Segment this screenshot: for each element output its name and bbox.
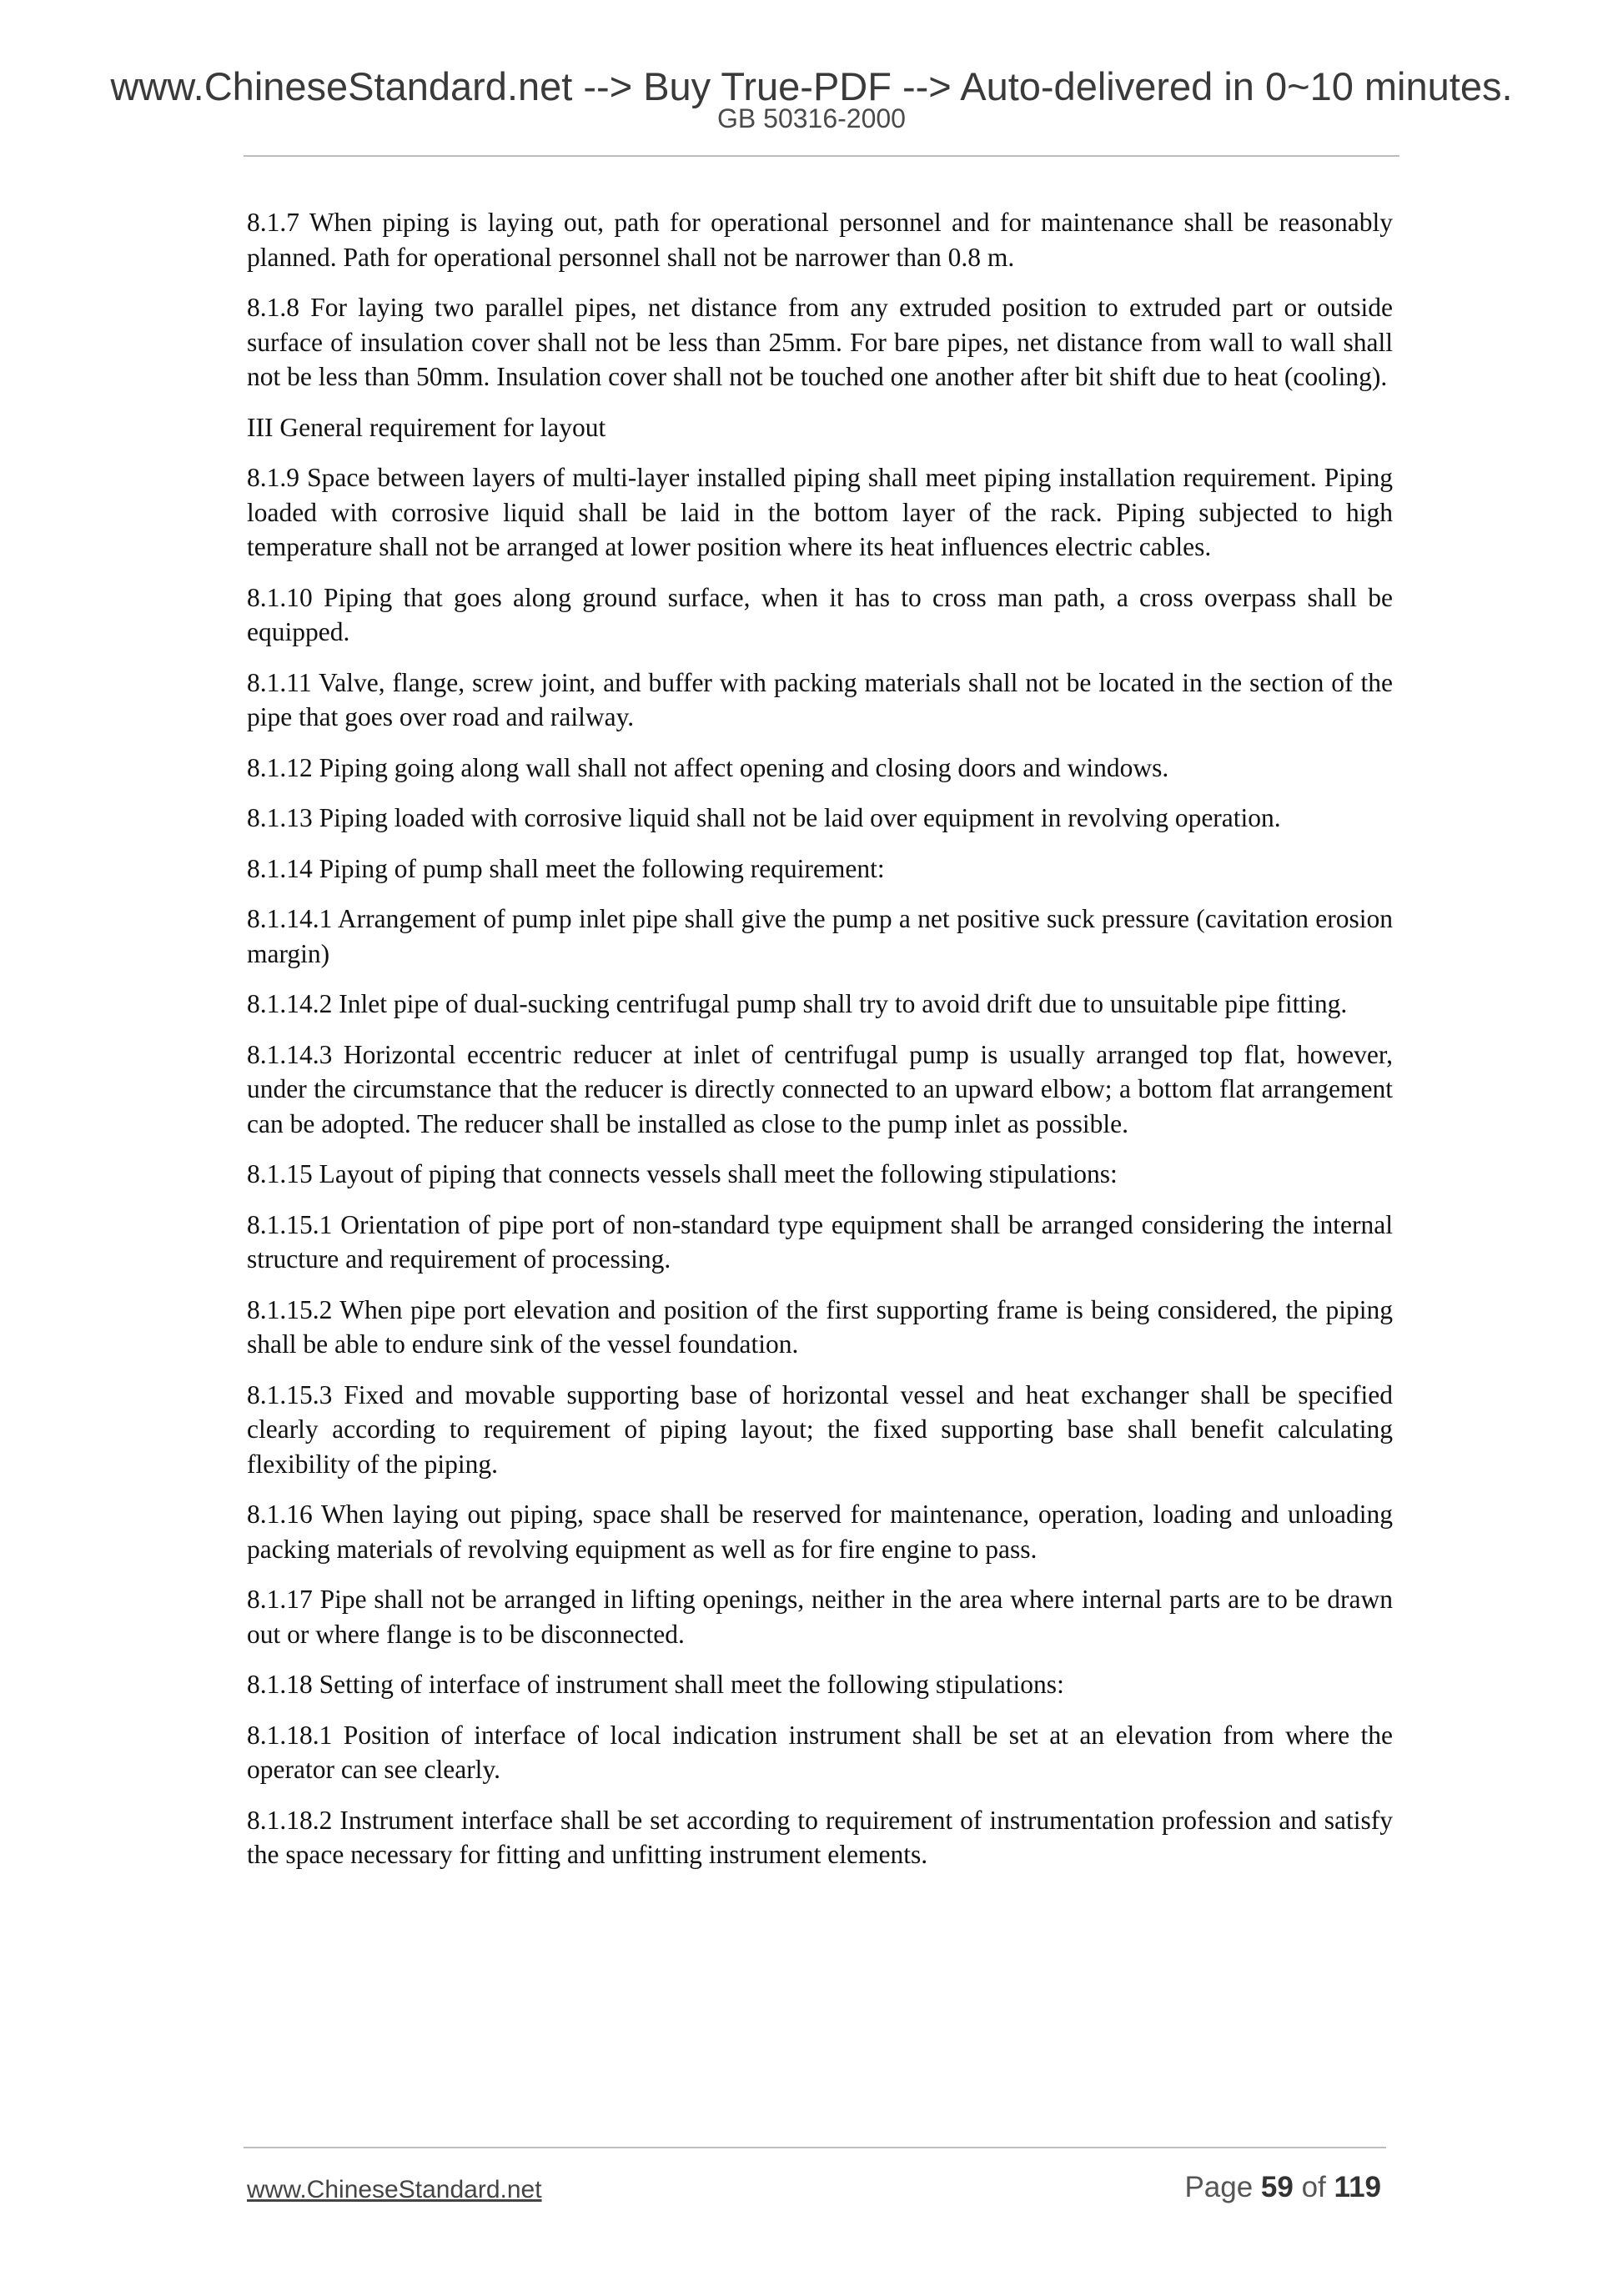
of-word: of <box>1301 2171 1326 2203</box>
page-body <box>247 205 1393 1888</box>
clause-8-1-18-2: 8.1.18.2 Instrument interface shall be set according to requirement of instrumentation profession and satisfy the space necessary for fitting and unfitting instrument elements. <box>247 1805 1393 1869</box>
clause-8-1-9: 8.1.9 Space between layers of multi-layer installed piping shall meet piping installation requirement. Piping loaded with corrosive liquid shall be laid in the bottom layer of the rack. Piping subjected to high temperature shall not be arranged at lower position where its heat influences electric cables. <box>247 463 1393 561</box>
header-banner: www.ChineseStandard.net --> Buy True-PDF --> Auto-delivered in 0~10 minutes. <box>110 64 1513 108</box>
clause-8-1-10: 8.1.10 Piping that goes along ground surface, when it has to cross man path, a cross overpass shall be equipped. <box>247 582 1393 646</box>
current-page: 59 <box>1260 2171 1294 2203</box>
clause-8-1-11: 8.1.11 Valve, flange, screw joint, and buffer with packing materials shall not be located in the section of the pipe that goes over road and railway. <box>247 667 1393 731</box>
section-heading: III General requirement for layout <box>247 412 606 442</box>
clause-8-1-15-3: 8.1.15.3 Fixed and movable supporting base of horizontal vessel and heat exchanger shall be specified clearly according to requirement of piping layout; the fixed supporting base shall benefit calculating flexibility of the piping. <box>247 1379 1393 1479</box>
clause-8-1-7: 8.1.7 When piping is laying out, path for operational personnel and for maintenance shall be reasonably planned. Path for operational personnel shall not be narrower than 0.8 m. <box>247 208 1393 272</box>
clause-8-1-14: 8.1.14 Piping of pump shall meet the following requirement: <box>247 853 885 883</box>
standard-code: GB 50316-2000 <box>717 103 906 133</box>
clause-8-1-18-1: 8.1.18.1 Position of interface of local indication instrument shall be set at an elevation from where the operator can see clearly. <box>247 1720 1393 1784</box>
clause-8-1-16: 8.1.16 When laying out piping, space shall be reserved for maintenance, operation, loading and unloading packing materials of revolving equipment as well as for fire engine to pass. <box>247 1500 1393 1564</box>
clause-8-1-14-2: 8.1.14.2 Inlet pipe of dual-sucking centrifugal pump shall try to avoid drift due to unsuitable pipe fitting. <box>247 989 1348 1018</box>
clause-8-1-13: 8.1.13 Piping loaded with corrosive liquid shall not be laid over equipment in revolving operation. <box>247 803 1281 832</box>
clause-8-1-15: 8.1.15 Layout of piping that connects vessels shall meet the following stipulations: <box>247 1159 1118 1188</box>
page-number <box>1184 2170 1381 2205</box>
clause-8-1-14-3: 8.1.14.3 Horizontal eccentric reducer at inlet of centrifugal pump is usually arranged top flat, however, under the circumstance that the reducer is directly connected to an upward elbow; a bottom flat arrangement can be adopted. The reducer shall be installed as close to the pump inlet as possible. <box>247 1039 1393 1138</box>
clause-8-1-14-1: 8.1.14.1 Arrangement of pump inlet pipe shall give the pump a net positive suck pressure (cavitation erosion margin) <box>247 904 1393 968</box>
footer-site-link[interactable]: www.ChineseStandard.net <box>247 2176 542 2203</box>
clause-8-1-17: 8.1.17 Pipe shall not be arranged in lifting openings, neither in the area where internal parts are to be drawn out or where flange is to be disconnected. <box>247 1585 1393 1649</box>
header-divider <box>244 155 1399 157</box>
clause-8-1-18: 8.1.18 Setting of interface of instrument shall meet the following stipulations: <box>247 1670 1064 1699</box>
clause-8-1-15-1: 8.1.15.1 Orientation of pipe port of non-standard type equipment shall be arranged considering the internal structure and requirement of processing. <box>247 1209 1393 1274</box>
clause-8-1-12: 8.1.12 Piping going along wall shall not affect opening and closing doors and windows. <box>247 752 1169 782</box>
clause-8-1-8: 8.1.8 For laying two parallel pipes, net distance from any extruded position to extruded part or outside surface of insulation cover shall not be less than 25mm. For bare pipes, net distance from wall to wall shall not be less than 50mm. Insulation cover shall not be touched one another after bit shift due to heat (cooling). <box>247 293 1393 391</box>
footer-divider <box>244 2147 1386 2148</box>
total-pages: 119 <box>1334 2171 1381 2203</box>
clause-8-1-15-2: 8.1.15.2 When pipe port elevation and position of the first supporting frame is being considered, the piping shall be able to endure sink of the vessel foundation. <box>247 1294 1393 1359</box>
page-word: Page <box>1184 2171 1254 2203</box>
